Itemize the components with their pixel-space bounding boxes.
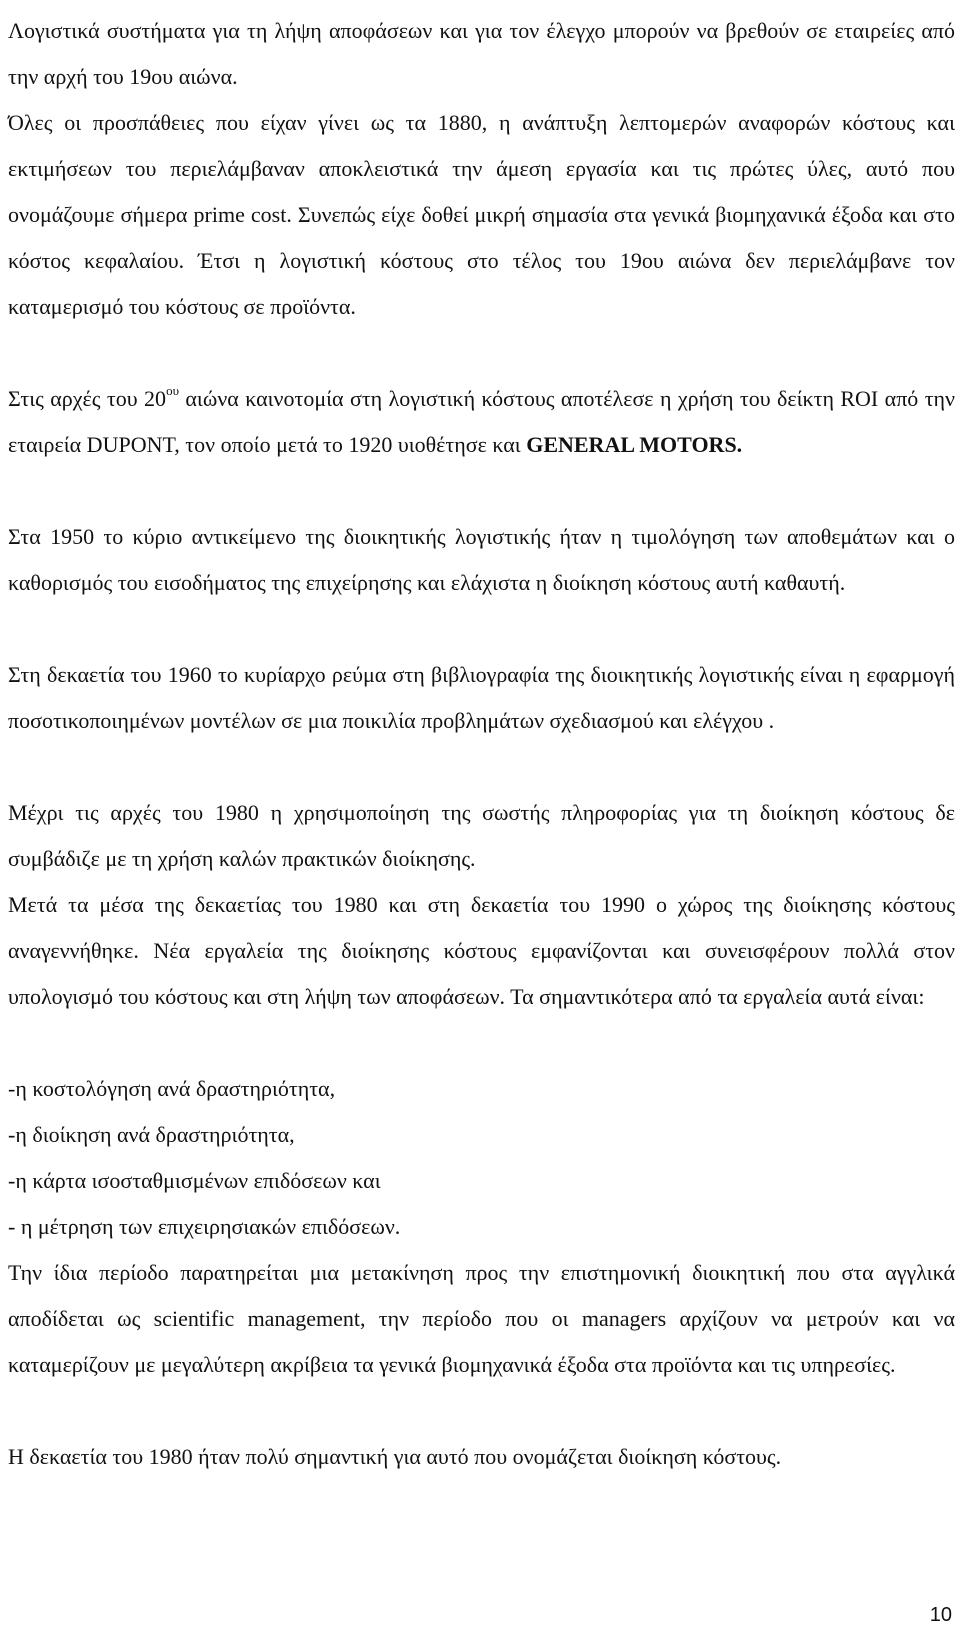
paragraph-5: Στη δεκαετία του 1960 το κυρίαρχο ρεύμα στη βιβλιογραφία της διοικητικής λογιστικής είναι η εφαρμογή ποσοτικοποιημένων μοντέλων σε μια ποικιλία προβλημάτων σχεδιασμού και ελέγχου .: [8, 662, 955, 733]
paragraph-3-start: Στις αρχές του 20: [8, 386, 167, 411]
general-motors-bold: GENERAL MOTORS.: [526, 432, 743, 457]
paragraph-6: Μέχρι τις αρχές του 1980 η χρησιμοποίηση της σωστής πληροφορίας για τη διοίκηση κόστους δε συμβάδιζε με τη χρήση καλών πρακτικών διοίκησης.: [8, 800, 955, 871]
paragraph-8: Την ίδια περίοδο παρατηρείται μια μετακίνηση προς την επιστημονική διοικητική που στα αγγλικά αποδίδεται ως scientific management, την περίοδο που οι managers αρχίζουν να μετρούν και να καταμερίζουν με μεγαλύτερη ακρίβεια τα γενικά βιομηχανικά έξοδα στα προϊόντα και τις υπηρεσίες.: [8, 1260, 955, 1377]
paragraph-7: Μετά τα μέσα της δεκαετίας του 1980 και στη δεκαετία του 1990 ο χώρος της διοίκησης κόστους αναγεννήθηκε. Νέα εργαλεία της διοίκησης κόστους εμφανίζονται και συνεισφέρουν πολλά στον υπολογισμό του κόστους και στη λήψη των αποφάσεων. Τα σημαντικότερα από τα εργαλεία αυτά είναι:: [8, 892, 955, 1009]
paragraph-9: Η δεκαετία του 1980 ήταν πολύ σημαντική για αυτό που ονομάζεται διοίκηση κόστους.: [8, 1444, 782, 1469]
paragraph-3: [8, 376, 955, 468]
page-number: 10: [929, 1604, 952, 1626]
paragraph-4: Στα 1950 το κύριο αντικείμενο της διοικητικής λογιστικής ήταν η τιμολόγηση των αποθεμάτων και ο καθορισμός του εισοδήματος της επιχείρησης και ελάχιστα η διοίκηση κόστους αυτή καθαυτή.: [8, 524, 955, 595]
paragraph-3-middle: αιώνα καινοτομία στη λογιστική κόστους αποτέλεσε η χρήση του δείκτη ROI από την εταιρεία DUPONT, τον οποίο μετά το 1920 υιοθέτησε και: [8, 386, 955, 457]
ordinal-superscript: ου: [166, 383, 179, 398]
list-item: -η κοστολόγηση ανά δραστηριότητα,: [8, 1076, 336, 1101]
paragraph-1: Λογιστικά συστήματα για τη λήψη αποφάσεων και για τον έλεγχο μπορούν να βρεθούν σε εταιρείες από την αρχή του 19ου αιώνα.: [8, 18, 955, 89]
list-item: -η διοίκηση ανά δραστηριότητα,: [8, 1122, 295, 1147]
paragraph-2: Όλες οι προσπάθειες που είχαν γίνει ως τα 1880, η ανάπτυξη λεπτομερών αναφορών κόστους και εκτιμήσεων του περιελάμβαναν αποκλειστικά την άμεση εργασία και τις πρώτες ύλες, αυτό που ονομάζουμε σήμερα prime cost. Συνεπώς είχε δοθεί μικρή σημασία στα γενικά βιομηχανικά έξοδα και στο κόστος κεφαλαίου. Έτσι η λογιστική κόστους στο τέλος του 19ου αιώνα δεν περιελάμβανε τον καταμερισμό του κόστους σε προϊόντα.: [8, 110, 955, 319]
list-item: - η μέτρηση των επιχειρησιακών επιδόσεων.: [8, 1214, 401, 1239]
list-item: -η κάρτα ισοσταθμισμένων επιδόσεων και: [8, 1168, 381, 1193]
